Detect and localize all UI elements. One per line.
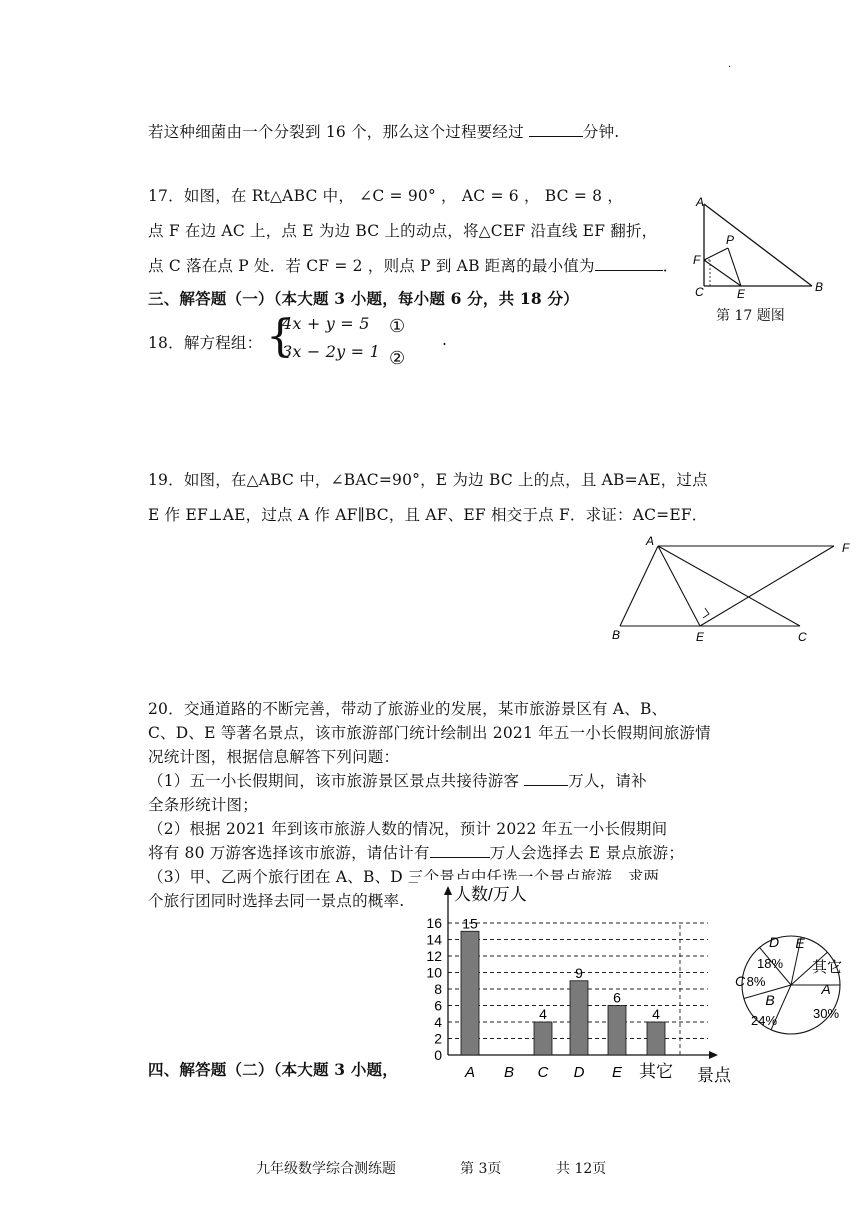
footer-total: 共 12页 [556,1161,607,1177]
bar-C [534,1022,552,1055]
section3-title: 三、解答题（一）（本大题 3 小题，每小题 6 分，共 18 分） [148,289,579,308]
q18-eq1: 4x + y = 5 [282,314,370,333]
q18-eq2: 3x − 2y = 1 [282,342,380,361]
bar-D [570,981,588,1055]
q17-line2: 点 F 在边 AC 上，点 E 为边 BC 上的动点，将△CEF 沿直线 EF 翻折， [148,222,658,240]
q20-sub1-text: （1）五一小长假期间，该市旅游景区景点共接待游客 [148,772,525,790]
q20-line3: 况统计图，根据信息解答下列问题： [148,748,400,766]
pie-percent: 8% [746,974,766,989]
y-tick-label: 14 [426,931,442,948]
q17-label-e: E [737,287,746,300]
section4-title: 四、解答题（二）（本大题 3 小题， [148,1060,398,1079]
q19-label-c: C [798,630,807,644]
x-tick-label: A [464,1064,476,1081]
y-tick-label: 6 [434,997,442,1014]
pie-label-d: D [768,934,780,950]
page-dot: · [728,62,732,73]
pie-label-other: 其它 [811,959,843,976]
q19-line1: 19．如图，在△ABC 中，∠BAC=90°，E 为边 BC 上的点，且 AB=AE，过点 [148,471,708,489]
q20-sub1-line2: 全条形统计图； [148,796,258,814]
data-label: 15 [462,915,478,932]
pie-label-c: C [734,973,746,989]
pie-label-e: E [795,935,805,951]
q16-text-after: 分钟. [582,123,620,141]
q17-line1: 17．如图，在 Rt△ABC 中， ∠C = 90° ， AC = 6 ， BC = 8 ， [148,187,624,205]
y-tick-label: 0 [434,1047,442,1063]
bar-chart [418,880,736,1090]
q20-line1: 20．交通道路的不断完善，带动了旅游业的发展，某市旅游景区有 A、B、 [148,700,668,718]
x-tick-label: B [503,1064,515,1081]
bar-A [461,931,479,1055]
q16-blank[interactable] [529,122,583,137]
q17-label-f: F [693,253,701,267]
q20-sub3-line2: 个旅行团同时选择去同一景点的概率. [148,892,405,910]
q20-sub2-blank[interactable] [430,843,490,858]
x-axis-label: 景点 [697,1066,731,1085]
pie-percent: 18% [756,956,784,971]
y-axis-label: 人数/万人 [454,885,527,904]
q18-tail: . [442,331,448,349]
footer-page: 第 3页 [460,1161,502,1177]
q20-sub1-tail: 万人，请补 [568,772,647,790]
x-tick-label: 其它 [639,1062,673,1081]
q20-sub2 [148,841,684,863]
x-tick-label: C [537,1064,549,1081]
q17-label-a: A [696,195,705,209]
footer-title: 九年级数学综合测练题 [256,1161,396,1177]
q19-label-f: F [842,541,850,555]
y-axis-arrow [444,886,452,895]
q19-label-e: E [696,630,705,644]
q20-sub1 [148,769,647,791]
q20-sub2-line1: （2）根据 2021 年到该市旅游人数的情况，预计 2022 年五一小长假期间 [148,820,668,838]
q19-label-a: A [646,534,655,548]
q17-line3-text: 点 C 落在点 P 处．若 CF = 2 ，则点 P 到 AB 距离的最小值为 [148,257,595,275]
q19-line2: E 作 EF⊥AE，过点 A 作 AF∥BC，且 AF、EF 相交于点 F．求证：AC=EF． [148,506,708,524]
q17-label-c: C [695,285,704,299]
x-tick-label: E [611,1064,623,1081]
pie-percent: 24% [750,1013,778,1028]
pie-label-b: B [765,992,775,1008]
y-tick-label: 4 [434,1014,442,1030]
q19-label-b: B [612,628,621,642]
x-tick-label: D [573,1064,585,1081]
pie-label-a: A [821,981,831,997]
y-tick-label: 10 [426,964,442,981]
q18-brace: { [266,311,294,362]
pie-chart [734,928,848,1042]
q18-mark1: ① [389,316,406,337]
y-tick-label: 8 [434,981,442,997]
q20-sub2-text: 将有 80 万游客选择该市旅游，请估计有 [148,844,430,862]
q17-label-b: B [815,280,824,294]
q20-line2: C、D、E 等著名景点，该市旅游部门统计绘制出 2021 年五一小长假期间旅游情 [148,724,711,742]
pie-percent: 30% [812,1006,840,1021]
q20-sub1-blank[interactable] [524,771,568,786]
q17-caption: 第 17 题图 [716,308,785,324]
bar-其它 [647,1022,665,1055]
q16-text: 若这种细菌由一个分裂到 16 个，那么这个过程要经过 [148,123,529,141]
q20-sub2-tail: 万人会选择去 E 景点旅游； [489,844,685,862]
data-label: 9 [575,964,583,981]
q17-line3 [148,254,678,276]
x-axis-arrow [709,1051,718,1059]
bar-E [608,1006,626,1056]
data-label: 6 [613,989,621,1006]
y-tick-label: 16 [426,915,442,931]
q17-label-p: P [726,233,735,247]
data-label: 4 [539,1006,547,1022]
q17-line3-tail: ． [662,257,679,275]
q18-label: 18．解方程组： [148,334,263,352]
q19-figure [608,534,860,648]
y-tick-label: 2 [434,1030,442,1047]
q16-tail [148,120,619,142]
q17-blank[interactable] [595,256,663,271]
q18-mark2: ② [389,348,406,369]
y-tick-label: 12 [426,948,442,964]
q20-sub3-line1: （3）甲、乙两个旅行团在 A、B、D 三个景点中任选一个景点旅游，求两 [148,868,660,886]
data-label: 4 [652,1006,660,1022]
q17-figure [688,192,828,300]
